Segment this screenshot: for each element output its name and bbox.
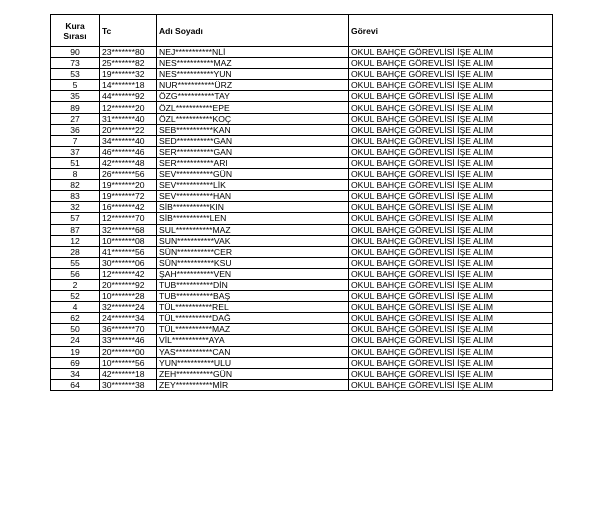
kura-sirasi-cell: 8 <box>51 169 100 180</box>
table-row <box>51 346 553 357</box>
tc-cell: 30*******06 <box>100 257 157 268</box>
kura-sirasi-cell: 82 <box>51 180 100 191</box>
kura-sirasi-cell: 73 <box>51 58 100 69</box>
role-cell: OKUL BAHÇE GÖREVLİSİ İŞE ALIM <box>349 257 553 268</box>
name-cell: TUB***********DİN <box>157 279 349 290</box>
role-cell: OKUL BAHÇE GÖREVLİSİ İŞE ALIM <box>349 113 553 124</box>
name-cell: SEV***********LİK <box>157 180 349 191</box>
role-cell: OKUL BAHÇE GÖREVLİSİ İŞE ALIM <box>349 169 553 180</box>
header-name: Adı Soyadı <box>157 15 349 47</box>
name-cell: YAS***********CAN <box>157 346 349 357</box>
name-cell: SER***********GAN <box>157 146 349 157</box>
kura-sirasi-cell: 55 <box>51 257 100 268</box>
name-cell: ÖZL***********EPE <box>157 102 349 113</box>
role-cell: OKUL BAHÇE GÖREVLİSİ İŞE ALIM <box>349 91 553 102</box>
table-row <box>51 213 553 224</box>
role-cell: OKUL BAHÇE GÖREVLİSİ İŞE ALIM <box>349 313 553 324</box>
kura-sirasi-cell: 87 <box>51 224 100 235</box>
header-row <box>51 15 553 47</box>
tc-cell: 10*******08 <box>100 235 157 246</box>
kura-sirasi-cell: 19 <box>51 346 100 357</box>
tc-cell: 20*******92 <box>100 279 157 290</box>
header-kura-line2: Sırası <box>63 30 87 41</box>
role-cell: OKUL BAHÇE GÖREVLİSİ İŞE ALIM <box>349 235 553 246</box>
tc-cell: 32*******68 <box>100 224 157 235</box>
tc-cell: 20*******00 <box>100 346 157 357</box>
role-cell: OKUL BAHÇE GÖREVLİSİ İŞE ALIM <box>349 58 553 69</box>
role-cell: OKUL BAHÇE GÖREVLİSİ İŞE ALIM <box>349 346 553 357</box>
kura-sirasi-cell: 37 <box>51 146 100 157</box>
name-cell: SUN***********VAK <box>157 235 349 246</box>
role-cell: OKUL BAHÇE GÖREVLİSİ İŞE ALIM <box>349 157 553 168</box>
name-cell: SEV***********HAN <box>157 191 349 202</box>
kura-sirasi-cell: 32 <box>51 202 100 213</box>
role-cell: OKUL BAHÇE GÖREVLİSİ İŞE ALIM <box>349 302 553 313</box>
table-row <box>51 102 553 113</box>
name-cell: SİB***********KIN <box>157 202 349 213</box>
kura-sirasi-cell: 5 <box>51 80 100 91</box>
tc-cell: 32*******24 <box>100 302 157 313</box>
role-cell: OKUL BAHÇE GÖREVLİSİ İŞE ALIM <box>349 279 553 290</box>
name-cell: TÜL***********MAZ <box>157 324 349 335</box>
tc-cell: 31*******40 <box>100 113 157 124</box>
role-cell: OKUL BAHÇE GÖREVLİSİ İŞE ALIM <box>349 69 553 80</box>
role-cell: OKUL BAHÇE GÖREVLİSİ İŞE ALIM <box>349 268 553 279</box>
table-row <box>51 157 553 168</box>
name-cell: ZEY***********MİR <box>157 379 349 390</box>
name-cell: TÜL***********REL <box>157 302 349 313</box>
name-cell: NUR***********ÜRZ <box>157 80 349 91</box>
kura-sirasi-cell: 27 <box>51 113 100 124</box>
table-row <box>51 69 553 80</box>
name-cell: NES***********MAZ <box>157 58 349 69</box>
table-row <box>51 91 553 102</box>
kura-sirasi-cell: 51 <box>51 157 100 168</box>
kura-sirasi-cell: 28 <box>51 246 100 257</box>
kura-sirasi-cell: 57 <box>51 213 100 224</box>
table-row <box>51 279 553 290</box>
name-cell: SUL***********MAZ <box>157 224 349 235</box>
tc-cell: 10*******56 <box>100 357 157 368</box>
kura-sirasi-cell: 90 <box>51 47 100 58</box>
role-cell: OKUL BAHÇE GÖREVLİSİ İŞE ALIM <box>349 80 553 91</box>
table-row <box>51 113 553 124</box>
tc-cell: 14*******18 <box>100 80 157 91</box>
table-row <box>51 257 553 268</box>
role-cell: OKUL BAHÇE GÖREVLİSİ İŞE ALIM <box>349 379 553 390</box>
table-row <box>51 335 553 346</box>
kura-sirasi-cell: 69 <box>51 357 100 368</box>
role-cell: OKUL BAHÇE GÖREVLİSİ İŞE ALIM <box>349 246 553 257</box>
name-cell: TUB***********BAŞ <box>157 291 349 302</box>
kura-sirasi-cell: 36 <box>51 124 100 135</box>
table-row <box>51 268 553 279</box>
table-body <box>51 47 553 391</box>
name-cell: ÖZG***********TAY <box>157 91 349 102</box>
name-cell: VİL***********AYA <box>157 335 349 346</box>
role-cell: OKUL BAHÇE GÖREVLİSİ İŞE ALIM <box>349 146 553 157</box>
tc-cell: 30*******38 <box>100 379 157 390</box>
tc-cell: 25*******82 <box>100 58 157 69</box>
role-cell: OKUL BAHÇE GÖREVLİSİ İŞE ALIM <box>349 357 553 368</box>
table-row <box>51 135 553 146</box>
table-row <box>51 224 553 235</box>
header-kura-line1: Kura <box>65 20 85 31</box>
table-row <box>51 313 553 324</box>
role-cell: OKUL BAHÇE GÖREVLİSİ İŞE ALIM <box>349 135 553 146</box>
tc-cell: 33*******46 <box>100 335 157 346</box>
kura-sirasi-cell: 52 <box>51 291 100 302</box>
tc-cell: 19*******72 <box>100 191 157 202</box>
lottery-results-table <box>50 14 553 391</box>
name-cell: SED***********GAN <box>157 135 349 146</box>
name-cell: SÜN***********KSU <box>157 257 349 268</box>
role-cell: OKUL BAHÇE GÖREVLİSİ İŞE ALIM <box>349 224 553 235</box>
tc-cell: 44*******92 <box>100 91 157 102</box>
table-row <box>51 47 553 58</box>
name-cell: ÖZL***********KOÇ <box>157 113 349 124</box>
tc-cell: 10*******28 <box>100 291 157 302</box>
role-cell: OKUL BAHÇE GÖREVLİSİ İŞE ALIM <box>349 335 553 346</box>
name-cell: SÜN***********CER <box>157 246 349 257</box>
tc-cell: 19*******20 <box>100 180 157 191</box>
name-cell: SER***********ARI <box>157 157 349 168</box>
tc-cell: 36*******70 <box>100 324 157 335</box>
role-cell: OKUL BAHÇE GÖREVLİSİ İŞE ALIM <box>349 102 553 113</box>
kura-sirasi-cell: 24 <box>51 335 100 346</box>
table-row <box>51 169 553 180</box>
table-row <box>51 324 553 335</box>
kura-sirasi-cell: 53 <box>51 69 100 80</box>
table-header <box>51 15 553 47</box>
role-cell: OKUL BAHÇE GÖREVLİSİ İŞE ALIM <box>349 124 553 135</box>
header-role: Görevi <box>349 15 553 47</box>
table-row <box>51 357 553 368</box>
kura-sirasi-cell: 50 <box>51 324 100 335</box>
tc-cell: 24*******34 <box>100 313 157 324</box>
table-row <box>51 202 553 213</box>
role-cell: OKUL BAHÇE GÖREVLİSİ İŞE ALIM <box>349 47 553 58</box>
name-cell: SEV***********GÜN <box>157 169 349 180</box>
tc-cell: 41*******56 <box>100 246 157 257</box>
role-cell: OKUL BAHÇE GÖREVLİSİ İŞE ALIM <box>349 291 553 302</box>
table-row <box>51 302 553 313</box>
kura-sirasi-cell: 35 <box>51 91 100 102</box>
name-cell: SİB***********LEN <box>157 213 349 224</box>
table-row <box>51 180 553 191</box>
name-cell: YUN***********ULU <box>157 357 349 368</box>
tc-cell: 42*******48 <box>100 157 157 168</box>
name-cell: ŞAH***********VEN <box>157 268 349 279</box>
tc-cell: 46*******46 <box>100 146 157 157</box>
tc-cell: 16*******42 <box>100 202 157 213</box>
name-cell: NES***********YUN <box>157 69 349 80</box>
table-row <box>51 368 553 379</box>
kura-sirasi-cell: 83 <box>51 191 100 202</box>
role-cell: OKUL BAHÇE GÖREVLİSİ İŞE ALIM <box>349 180 553 191</box>
tc-cell: 42*******18 <box>100 368 157 379</box>
table-row <box>51 291 553 302</box>
tc-cell: 20*******22 <box>100 124 157 135</box>
role-cell: OKUL BAHÇE GÖREVLİSİ İŞE ALIM <box>349 324 553 335</box>
kura-sirasi-cell: 64 <box>51 379 100 390</box>
kura-sirasi-cell: 7 <box>51 135 100 146</box>
name-cell: NEJ***********NLİ <box>157 47 349 58</box>
table-row <box>51 191 553 202</box>
name-cell: SEB***********KAN <box>157 124 349 135</box>
header-tc: Tc <box>100 15 157 47</box>
kura-sirasi-cell: 89 <box>51 102 100 113</box>
table-row <box>51 379 553 390</box>
header-kura-sirasi <box>51 15 100 47</box>
tc-cell: 12*******20 <box>100 102 157 113</box>
kura-sirasi-cell: 56 <box>51 268 100 279</box>
name-cell: TÜL***********DAĞ <box>157 313 349 324</box>
tc-cell: 23*******80 <box>100 47 157 58</box>
table-row <box>51 124 553 135</box>
kura-sirasi-cell: 12 <box>51 235 100 246</box>
table-row <box>51 235 553 246</box>
table-row <box>51 146 553 157</box>
role-cell: OKUL BAHÇE GÖREVLİSİ İŞE ALIM <box>349 213 553 224</box>
tc-cell: 19*******32 <box>100 69 157 80</box>
kura-sirasi-cell: 2 <box>51 279 100 290</box>
table-row <box>51 58 553 69</box>
name-cell: ZEH***********GÜN <box>157 368 349 379</box>
kura-sirasi-cell: 62 <box>51 313 100 324</box>
table-row <box>51 246 553 257</box>
tc-cell: 12*******70 <box>100 213 157 224</box>
role-cell: OKUL BAHÇE GÖREVLİSİ İŞE ALIM <box>349 368 553 379</box>
table-row <box>51 80 553 91</box>
tc-cell: 26*******56 <box>100 169 157 180</box>
role-cell: OKUL BAHÇE GÖREVLİSİ İŞE ALIM <box>349 191 553 202</box>
kura-sirasi-cell: 4 <box>51 302 100 313</box>
tc-cell: 12*******42 <box>100 268 157 279</box>
kura-sirasi-cell: 34 <box>51 368 100 379</box>
tc-cell: 34*******40 <box>100 135 157 146</box>
role-cell: OKUL BAHÇE GÖREVLİSİ İŞE ALIM <box>349 202 553 213</box>
